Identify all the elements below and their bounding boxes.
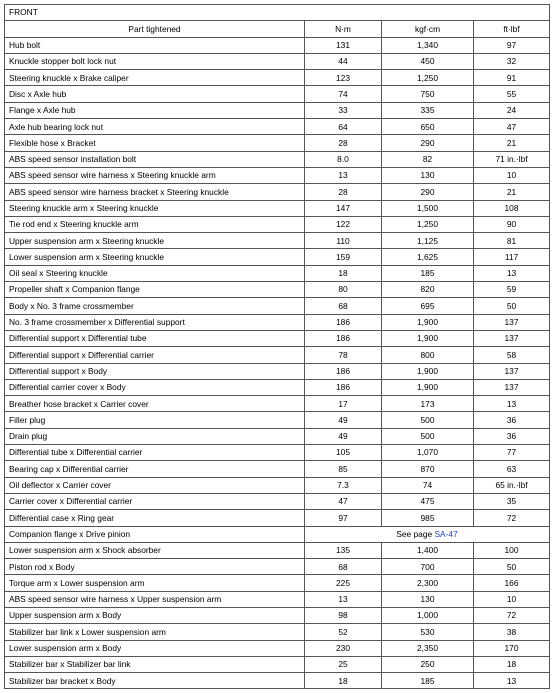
part-cell: Differential tube x Differential carrier — [5, 445, 305, 461]
kgf-cell: 290 — [382, 135, 474, 151]
part-cell: ABS speed sensor wire harness x Steering knuckle arm — [5, 167, 305, 183]
part-cell: Knuckle stopper bolt lock nut — [5, 53, 305, 69]
nm-cell: 186 — [305, 330, 382, 346]
table-row — [5, 184, 550, 200]
table-row — [5, 233, 550, 249]
table-row — [5, 347, 550, 363]
part-cell: Lower suspension arm x Steering knuckle — [5, 249, 305, 265]
table-row — [5, 249, 550, 265]
kgf-cell: 800 — [382, 347, 474, 363]
nm-cell: 28 — [305, 135, 382, 151]
ftlbf-cell: 55 — [474, 86, 550, 102]
nm-cell: 85 — [305, 461, 382, 477]
table-row — [5, 282, 550, 298]
table-body — [5, 37, 550, 689]
table-row — [5, 575, 550, 591]
kgf-cell: 82 — [382, 151, 474, 167]
part-cell: ABS speed sensor wire harness x Upper suspension arm — [5, 591, 305, 607]
table-row — [5, 314, 550, 330]
ftlbf-cell: 97 — [474, 37, 550, 53]
ftlbf-cell: 10 — [474, 167, 550, 183]
nm-cell: 98 — [305, 607, 382, 623]
ftlbf-cell: 72 — [474, 510, 550, 526]
kgf-cell: 985 — [382, 510, 474, 526]
table-row — [5, 607, 550, 623]
kgf-cell: 700 — [382, 559, 474, 575]
table-row — [5, 445, 550, 461]
nm-cell: 135 — [305, 542, 382, 558]
nm-cell: 122 — [305, 216, 382, 232]
ftlbf-cell: 91 — [474, 70, 550, 86]
table-row — [5, 330, 550, 346]
part-cell: Lower suspension arm x Body — [5, 640, 305, 656]
kgf-cell: 250 — [382, 656, 474, 672]
nm-cell: 186 — [305, 363, 382, 379]
kgf-cell: 750 — [382, 86, 474, 102]
nm-cell: 225 — [305, 575, 382, 591]
kgf-cell: 650 — [382, 119, 474, 135]
nm-cell: 147 — [305, 200, 382, 216]
ftlbf-cell: 50 — [474, 298, 550, 314]
ftlbf-cell: 35 — [474, 493, 550, 509]
table-row — [5, 102, 550, 118]
nm-cell: 97 — [305, 510, 382, 526]
nm-cell: 110 — [305, 233, 382, 249]
nm-cell: 47 — [305, 493, 382, 509]
table-row — [5, 510, 550, 526]
kgf-cell: 2,300 — [382, 575, 474, 591]
kgf-cell: 1,900 — [382, 314, 474, 330]
kgf-cell: 1,340 — [382, 37, 474, 53]
nm-cell: 186 — [305, 314, 382, 330]
table-row — [5, 37, 550, 53]
part-cell: Lower suspension arm x Shock absorber — [5, 542, 305, 558]
nm-cell: 105 — [305, 445, 382, 461]
kgf-cell: 1,125 — [382, 233, 474, 249]
ftlbf-cell: 21 — [474, 184, 550, 200]
kgf-cell: 1,400 — [382, 542, 474, 558]
nm-cell: 78 — [305, 347, 382, 363]
see-page-link[interactable]: SA-47 — [434, 528, 458, 539]
part-cell: Differential carrier cover x Body — [5, 379, 305, 395]
ftlbf-cell: 137 — [474, 379, 550, 395]
table-row — [5, 591, 550, 607]
table-row — [5, 151, 550, 167]
kgf-cell: 475 — [382, 493, 474, 509]
ftlbf-cell: 71 in.·lbf — [474, 151, 550, 167]
kgf-cell: 1,625 — [382, 249, 474, 265]
kgf-cell: 1,900 — [382, 379, 474, 395]
ftlbf-cell: 13 — [474, 265, 550, 281]
column-header-ft: ft·lbf — [474, 21, 550, 37]
nm-cell: 68 — [305, 559, 382, 575]
kgf-cell: 500 — [382, 412, 474, 428]
part-cell: Steering knuckle arm x Steering knuckle — [5, 200, 305, 216]
ftlbf-cell: 36 — [474, 428, 550, 444]
table-row — [5, 53, 550, 69]
part-cell: Bearing cap x Differential carrier — [5, 461, 305, 477]
part-cell: Propeller shaft x Companion flange — [5, 282, 305, 298]
part-cell: Carrier cover x Differential carrier — [5, 493, 305, 509]
table-row — [5, 200, 550, 216]
table-row — [5, 86, 550, 102]
kgf-cell: 1,070 — [382, 445, 474, 461]
table-row — [5, 70, 550, 86]
table-row — [5, 493, 550, 509]
ftlbf-cell: 13 — [474, 396, 550, 412]
part-cell: Differential support x Body — [5, 363, 305, 379]
table-row — [5, 640, 550, 656]
part-cell: Differential support x Differential carrier — [5, 347, 305, 363]
nm-cell: 8.0 — [305, 151, 382, 167]
table-row — [5, 265, 550, 281]
ftlbf-cell: 36 — [474, 412, 550, 428]
ftlbf-cell: 108 — [474, 200, 550, 216]
ftlbf-cell: 90 — [474, 216, 550, 232]
table-row — [5, 396, 550, 412]
nm-cell: 186 — [305, 379, 382, 395]
table-row — [5, 216, 550, 232]
column-header-nm: N·m — [305, 21, 382, 37]
ftlbf-cell: 81 — [474, 233, 550, 249]
part-cell: ABS speed sensor wire harness bracket x Steering knuckle — [5, 184, 305, 200]
ftlbf-cell: 65 in.·lbf — [474, 477, 550, 493]
kgf-cell: 820 — [382, 282, 474, 298]
part-cell: Breather hose bracket x Carrier cover — [5, 396, 305, 412]
part-cell: Companion flange x Drive pinion — [5, 526, 305, 542]
part-cell: Disc x Axle hub — [5, 86, 305, 102]
ftlbf-cell: 137 — [474, 363, 550, 379]
nm-cell: 28 — [305, 184, 382, 200]
column-header-row — [5, 21, 550, 37]
nm-cell: 33 — [305, 102, 382, 118]
ftlbf-cell: 166 — [474, 575, 550, 591]
table-row — [5, 656, 550, 672]
nm-cell: 13 — [305, 167, 382, 183]
nm-cell: 80 — [305, 282, 382, 298]
kgf-cell: 130 — [382, 167, 474, 183]
part-cell: Torque arm x Lower suspension arm — [5, 575, 305, 591]
part-cell: Flexible hose x Bracket — [5, 135, 305, 151]
kgf-cell: 1,000 — [382, 607, 474, 623]
part-cell: Drain plug — [5, 428, 305, 444]
kgf-cell: 530 — [382, 624, 474, 640]
kgf-cell: 290 — [382, 184, 474, 200]
ftlbf-cell: 21 — [474, 135, 550, 151]
part-cell: Differential support x Differential tube — [5, 330, 305, 346]
table-row — [5, 477, 550, 493]
ftlbf-cell: 63 — [474, 461, 550, 477]
part-cell: Oil deflector x Carrier cover — [5, 477, 305, 493]
ftlbf-cell: 10 — [474, 591, 550, 607]
table-row — [5, 542, 550, 558]
part-cell: Body x No. 3 frame crossmember — [5, 298, 305, 314]
kgf-cell: 695 — [382, 298, 474, 314]
ftlbf-cell: 32 — [474, 53, 550, 69]
column-header-part: Part tightened — [5, 21, 305, 37]
nm-cell: 68 — [305, 298, 382, 314]
part-cell: Filler plug — [5, 412, 305, 428]
ftlbf-cell: 24 — [474, 102, 550, 118]
nm-cell: 74 — [305, 86, 382, 102]
column-header-kgf: kgf·cm — [382, 21, 474, 37]
ftlbf-cell: 58 — [474, 347, 550, 363]
nm-cell: 17 — [305, 396, 382, 412]
ftlbf-cell: 50 — [474, 559, 550, 575]
part-cell: Tie rod end x Steering knuckle arm — [5, 216, 305, 232]
part-cell: ABS speed sensor installation bolt — [5, 151, 305, 167]
nm-cell: 123 — [305, 70, 382, 86]
ftlbf-cell: 137 — [474, 330, 550, 346]
nm-cell: 49 — [305, 428, 382, 444]
ftlbf-cell: 100 — [474, 542, 550, 558]
table-row — [5, 624, 550, 640]
nm-cell: 52 — [305, 624, 382, 640]
part-cell: No. 3 frame crossmember x Differential support — [5, 314, 305, 330]
table-row — [5, 363, 550, 379]
nm-cell: 18 — [305, 265, 382, 281]
part-cell: Steering knuckle x Brake caliper — [5, 70, 305, 86]
ftlbf-cell: 38 — [474, 624, 550, 640]
see-page-cell — [305, 526, 550, 542]
table-row — [5, 167, 550, 183]
part-cell: Stabilizer bar x Stabilizer bar link — [5, 656, 305, 672]
part-cell: Piston rod x Body — [5, 559, 305, 575]
nm-cell: 7.3 — [305, 477, 382, 493]
kgf-cell: 335 — [382, 102, 474, 118]
table-row — [5, 379, 550, 395]
part-cell: Oil seal x Steering knuckle — [5, 265, 305, 281]
table-row — [5, 428, 550, 444]
nm-cell: 18 — [305, 673, 382, 689]
kgf-cell: 1,250 — [382, 216, 474, 232]
kgf-cell: 1,900 — [382, 363, 474, 379]
ftlbf-cell: 59 — [474, 282, 550, 298]
table-row — [5, 559, 550, 575]
nm-cell: 13 — [305, 591, 382, 607]
nm-cell: 64 — [305, 119, 382, 135]
see-page-text: See page — [396, 528, 435, 539]
kgf-cell: 1,900 — [382, 330, 474, 346]
section-title: FRONT — [5, 5, 550, 21]
kgf-cell: 500 — [382, 428, 474, 444]
ftlbf-cell: 117 — [474, 249, 550, 265]
nm-cell: 131 — [305, 37, 382, 53]
table-row — [5, 461, 550, 477]
part-cell: Differential case x Ring gear — [5, 510, 305, 526]
nm-cell: 49 — [305, 412, 382, 428]
table-row — [5, 298, 550, 314]
kgf-cell: 173 — [382, 396, 474, 412]
table-row — [5, 135, 550, 151]
section-title-row — [5, 5, 550, 21]
kgf-cell: 185 — [382, 673, 474, 689]
nm-cell: 25 — [305, 656, 382, 672]
kgf-cell: 1,250 — [382, 70, 474, 86]
part-cell: Hub bolt — [5, 37, 305, 53]
ftlbf-cell: 137 — [474, 314, 550, 330]
kgf-cell: 450 — [382, 53, 474, 69]
part-cell: Axle hub bearing lock nut — [5, 119, 305, 135]
nm-cell: 230 — [305, 640, 382, 656]
torque-spec-table — [4, 4, 550, 689]
kgf-cell: 130 — [382, 591, 474, 607]
nm-cell: 44 — [305, 53, 382, 69]
table-row — [5, 412, 550, 428]
part-cell: Flange x Axle hub — [5, 102, 305, 118]
kgf-cell: 74 — [382, 477, 474, 493]
table-row — [5, 673, 550, 689]
ftlbf-cell: 13 — [474, 673, 550, 689]
ftlbf-cell: 47 — [474, 119, 550, 135]
kgf-cell: 2,350 — [382, 640, 474, 656]
kgf-cell: 870 — [382, 461, 474, 477]
ftlbf-cell: 170 — [474, 640, 550, 656]
table-row — [5, 526, 550, 542]
ftlbf-cell: 18 — [474, 656, 550, 672]
part-cell: Upper suspension arm x Body — [5, 607, 305, 623]
part-cell: Upper suspension arm x Steering knuckle — [5, 233, 305, 249]
kgf-cell: 185 — [382, 265, 474, 281]
ftlbf-cell: 77 — [474, 445, 550, 461]
part-cell: Stabilizer bar bracket x Body — [5, 673, 305, 689]
nm-cell: 159 — [305, 249, 382, 265]
part-cell: Stabilizer bar link x Lower suspension arm — [5, 624, 305, 640]
kgf-cell: 1,500 — [382, 200, 474, 216]
ftlbf-cell: 72 — [474, 607, 550, 623]
table-row — [5, 119, 550, 135]
